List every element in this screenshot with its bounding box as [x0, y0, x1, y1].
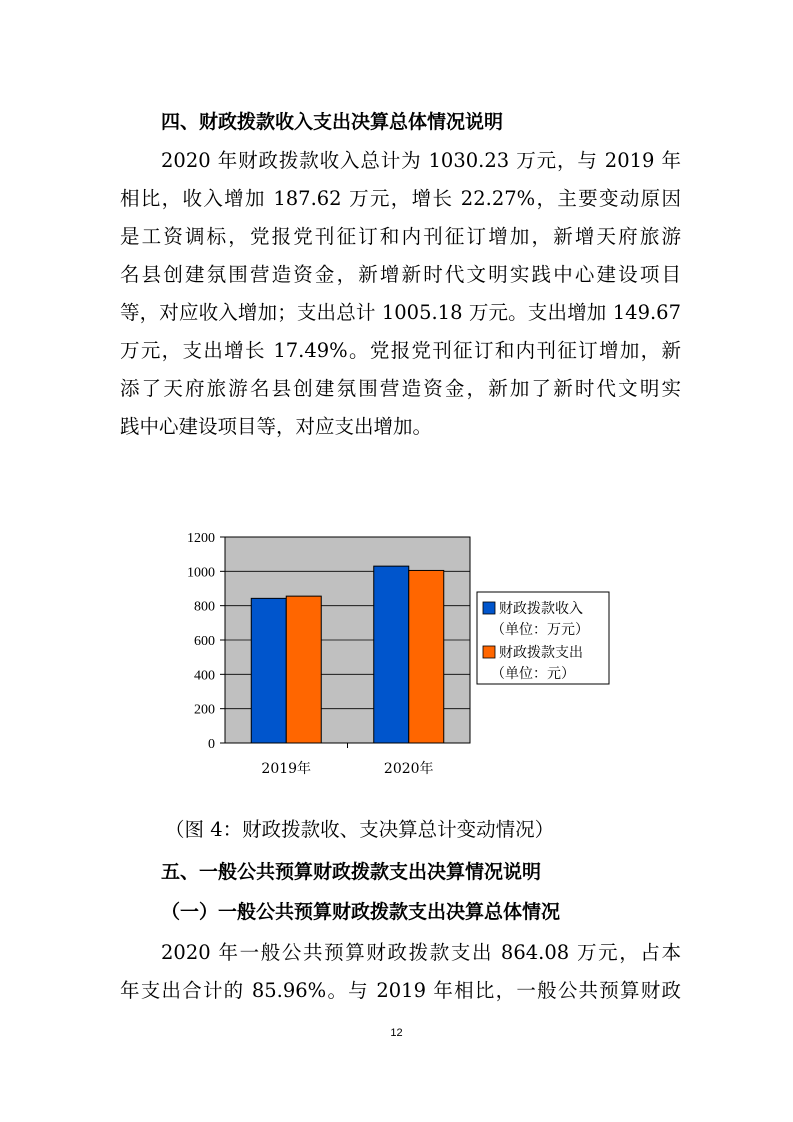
- bar: [251, 598, 286, 743]
- paragraph-line: 2020 年一般公共预算财政拨款支出 864.08 万元，占本: [161, 941, 681, 964]
- legend-swatch: [483, 646, 495, 658]
- y-tick-label: 200: [194, 702, 215, 718]
- paragraph-line: 万元，支出增长 17.49%。党报党刊征订和内刊征订增加，新: [120, 339, 681, 362]
- paragraph-line: 是工资调标，党报党刊征订和内刊征订增加，新增天府旅游: [120, 225, 681, 248]
- legend-unit: （单位：万元）: [491, 622, 589, 638]
- paragraph-line: 2020 年财政拨款收入总计为 1030.23 万元，与 2019 年: [161, 149, 681, 172]
- x-tick-label: 2019年: [261, 761, 312, 777]
- paragraph-line: 年支出合计的 85.96%。与 2019 年相比，一般公共预算财政: [120, 979, 681, 1002]
- paragraph-line: 相比，收入增加 187.62 万元，增长 22.27%，主要变动原因: [120, 187, 681, 210]
- y-tick-label: 1200: [187, 531, 215, 546]
- paragraph-line: 等，对应收入增加；支出总计 1005.18 万元。支出增加 149.67: [120, 301, 681, 324]
- figure-caption: （图 4：财政拨款收、支决算总计变动情况）: [165, 818, 555, 841]
- finance-bar-chart: [155, 525, 625, 800]
- legend-swatch: [483, 602, 495, 614]
- page-number: 12: [390, 1027, 403, 1039]
- legend-unit: （单位：元）: [491, 666, 575, 682]
- section5-subheading: （一）一般公共预算财政拨款支出决算总体情况: [161, 901, 561, 923]
- paragraph-line: 添了天府旅游名县创建氛围营造资金，新加了新时代文明实: [120, 377, 681, 400]
- legend-label: 财政拨款收入: [499, 601, 583, 617]
- bar: [374, 566, 409, 743]
- y-tick-label: 800: [194, 599, 215, 615]
- y-tick-label: 0: [208, 737, 215, 752]
- y-tick-label: 400: [194, 668, 215, 684]
- bar: [409, 570, 444, 743]
- legend-label: 财政拨款支出: [499, 645, 583, 661]
- section4-heading: 四、财政拨款收入支出决算总体情况说明: [161, 111, 504, 133]
- section5-heading: 五、一般公共预算财政拨款支出决算情况说明: [161, 861, 542, 883]
- y-tick-label: 600: [194, 634, 215, 649]
- y-tick-label: 1000: [187, 565, 215, 581]
- bar: [286, 596, 321, 743]
- paragraph-line: 践中心建设项目等，对应支出增加。: [120, 415, 433, 438]
- paragraph-line: 名县创建氛围营造资金，新增新时代文明实践中心建设项目: [120, 263, 681, 286]
- x-tick-label: 2020年: [383, 761, 434, 777]
